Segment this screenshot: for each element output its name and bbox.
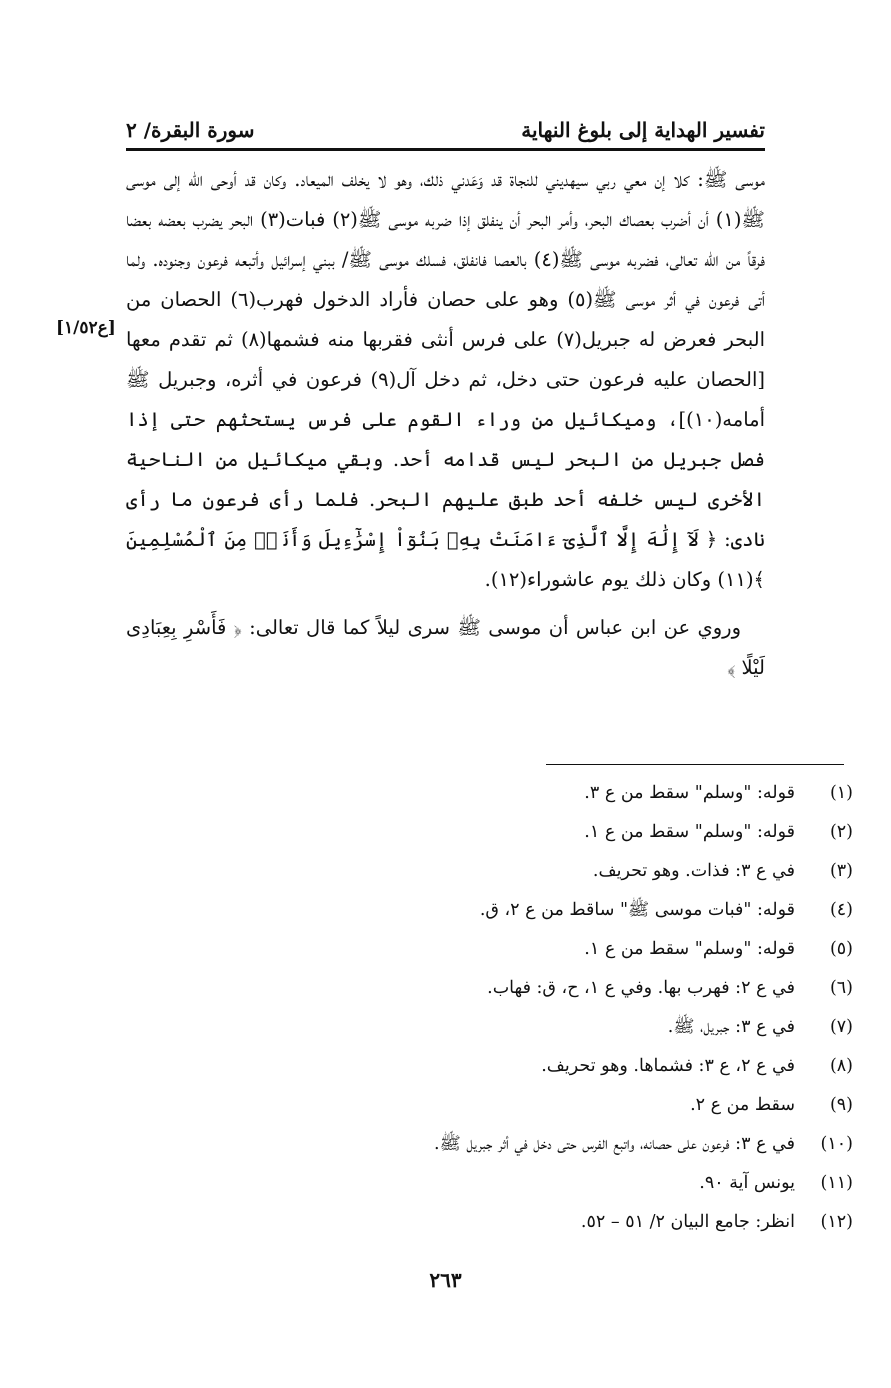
footnote-text: قوله: "وسلم" سقط من ع ١. xyxy=(584,939,795,959)
paragraph-2: وروي عن ابن عباس أن موسى ﷺ سرى ليلاً كما قال تعالى: ﴿ فَأَسْرِ بِعِبَادِى لَيْلًا ﴾ xyxy=(126,616,765,679)
footnote-number: (١٠) xyxy=(820,1134,853,1154)
main-text xyxy=(126,160,765,688)
surah-label: سورة البقرة/ ٢ xyxy=(126,118,255,142)
footnote-number: (٨) xyxy=(829,1056,853,1076)
footnote-8 xyxy=(126,1047,853,1086)
footnote-text: قوله: "وسلم" سقط من ع ١. xyxy=(584,822,795,842)
footnote-text: في ع ٣: جبريل، ﷺ. xyxy=(667,1017,795,1037)
footnote-number: (١٢) xyxy=(820,1212,853,1232)
footnote-text: قوله: "وسلم" سقط من ع ٣. xyxy=(584,783,795,803)
margin-manuscript-reference: [ع١/٥٢] xyxy=(56,318,116,338)
footnote-number: (٢) xyxy=(829,822,853,842)
footnote-4 xyxy=(126,891,853,930)
running-header xyxy=(126,108,765,142)
footnote-2 xyxy=(126,813,853,852)
footnote-number: (١) xyxy=(829,783,853,803)
header-divider xyxy=(126,148,765,151)
footnote-number: (٣) xyxy=(829,861,853,881)
footnote-9 xyxy=(126,1086,853,1125)
paragraph-1: موسى ﷺ: كلا إن معي ربي سيهديني للنجاة قد وَعَدني ذلك، وهو لا يخلف الميعاد. وكان قد أوحى الله إلى موسى ﷺ(١) أن أضرب بعصاك البحر، وأمر البحر أن ينفلق إذا ضربه موسى ﷺ(٢) فبات(٣) البحر يضرب بعضه بعضا فرقاً من الله تعالى، فضربه موسى ﷺ(٤) بالعصا فانفلق، فسلك موسى ﷺ/ ببني إسرائيل وأتبعه فرعون وجنوده. ولما أتى فرعون في أثر موسى ﷺ(٥) وهو على حصان فأراد الدخول فهرب(٦) الحصان من البحر فعرض له جبريل(٧) على فرس أنثى فقربها منه فشمها(٨) ثم تقدم معها [الحصان عليه فرعون حتى دخل، ثم دخل آل(٩) فرعون في أثره، وجبريل ﷺ أمامه(١٠)]، وميكائيل من وراء القوم على فرس يستحثهم حتى إذا فصل جبريل من البحر ليس قدامه أحد. وبقي ميكائيل من الناحية الأخرى ليس خلفه أحد طبق عليهم البحر. فلما رأى فرعون ما رأى نادى: ﴿ لَآ إِلَٰهَ إِلَّا ٱلَّذِىٓ ءَامَنَتْ بِهِۦ بَنُوٓاْ إِسْرَٰٓءِيلَ وَأَنَا۠ مِنَ ٱلْمُسْلِمِينَ ﴾(١١) وكان ذلك يوم عاشوراء(١٢). xyxy=(126,168,765,591)
footnote-text: يونس آية ٩٠. xyxy=(699,1173,795,1193)
footnote-divider xyxy=(546,764,844,765)
footnote-number: (٩) xyxy=(829,1095,853,1115)
page-number: ٢٦٣ xyxy=(429,1268,462,1292)
footnote-3 xyxy=(126,852,853,891)
footnote-text: سقط من ع ٢. xyxy=(690,1095,795,1115)
footnote-number: (١١) xyxy=(820,1173,853,1193)
footnote-number: (٦) xyxy=(829,978,853,998)
footnote-number: (٥) xyxy=(829,939,853,959)
footnote-number: (٧) xyxy=(829,1017,853,1037)
footnote-5 xyxy=(126,930,853,969)
book-title: تفسير الهداية إلى بلوغ النهاية xyxy=(521,118,765,142)
footnote-6 xyxy=(126,969,853,1008)
footnote-7 xyxy=(126,1008,853,1047)
footnote-10 xyxy=(126,1125,853,1164)
footnote-1 xyxy=(126,774,853,813)
footnote-text: في ع ٢، ع ٣: فشماها. وهو تحريف. xyxy=(541,1056,795,1076)
footnote-text: في ع ٣: فذات. وهو تحريف. xyxy=(592,861,795,881)
footnote-text: انظر: جامع البيان ٢/ ٥١ – ٥٢. xyxy=(580,1212,795,1232)
footnote-text: قوله: "فبات موسى ﷺ" ساقط من ع ٢، ق. xyxy=(479,900,795,920)
footnote-12 xyxy=(126,1203,853,1242)
footnote-number: (٤) xyxy=(829,900,853,920)
footnotes xyxy=(126,774,853,1242)
footnote-11 xyxy=(126,1164,853,1203)
footnote-text: في ع ٣: فرعون على حصانه، واتبع الفرس حتى دخل في أثر جبريل ﷺ. xyxy=(434,1134,795,1154)
footnote-text: في ع ٢: فهرب بها. وفي ع ١، ح، ق: فهاب. xyxy=(487,978,795,998)
